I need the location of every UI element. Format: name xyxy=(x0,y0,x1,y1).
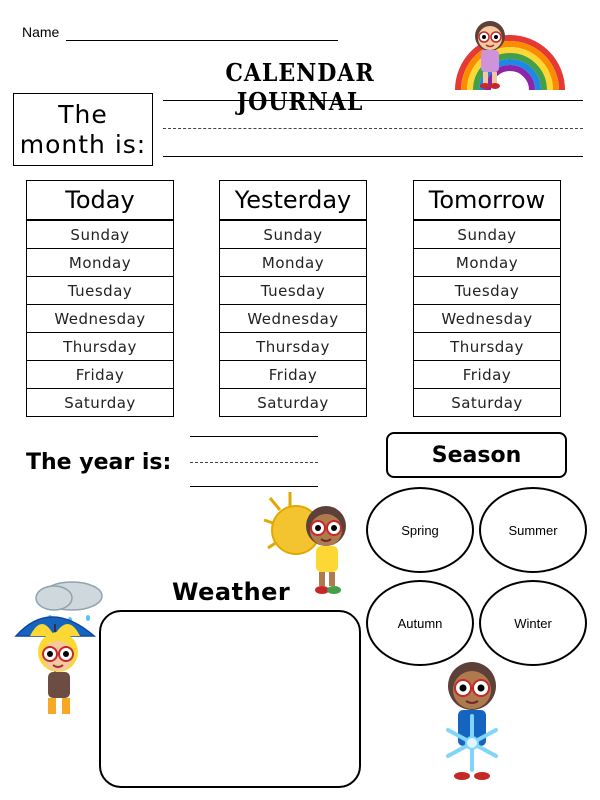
season-option-summer[interactable]: Summer xyxy=(479,487,587,573)
season-option-autumn[interactable]: Autumn xyxy=(366,580,474,666)
yesterday-header: Yesterday xyxy=(219,180,367,220)
year-write-line-top[interactable] xyxy=(190,436,318,437)
name-line[interactable] xyxy=(66,40,338,41)
tomorrow-day-thursday[interactable]: Thursday xyxy=(414,332,560,360)
month-label-line1: The xyxy=(58,99,108,129)
today-day-monday[interactable]: Monday xyxy=(27,248,173,276)
tomorrow-day-saturday[interactable]: Saturday xyxy=(414,388,560,416)
season-option-spring[interactable]: Spring xyxy=(366,487,474,573)
year-write-line-bottom[interactable] xyxy=(190,486,318,487)
today-day-sunday[interactable]: Sunday xyxy=(27,220,173,248)
today-day-wednesday[interactable]: Wednesday xyxy=(27,304,173,332)
yesterday-day-thursday[interactable]: Thursday xyxy=(220,332,366,360)
today-day-tuesday[interactable]: Tuesday xyxy=(27,276,173,304)
tomorrow-table xyxy=(413,180,561,417)
season-title-box: Season xyxy=(386,432,567,478)
yesterday-day-wednesday[interactable]: Wednesday xyxy=(220,304,366,332)
tomorrow-day-sunday[interactable]: Sunday xyxy=(414,220,560,248)
today-header: Today xyxy=(26,180,174,220)
tomorrow-day-tuesday[interactable]: Tuesday xyxy=(414,276,560,304)
month-write-line-bottom[interactable] xyxy=(163,156,583,157)
rainbow-girl-illustration xyxy=(450,8,570,93)
today-day-thursday[interactable]: Thursday xyxy=(27,332,173,360)
yesterday-day-list xyxy=(219,220,367,417)
month-write-line-top[interactable] xyxy=(163,100,583,101)
weather-title: Weather xyxy=(172,578,291,606)
month-label-box xyxy=(13,93,153,166)
month-label-line2: month is: xyxy=(19,129,147,159)
yesterday-day-sunday[interactable]: Sunday xyxy=(220,220,366,248)
today-day-saturday[interactable]: Saturday xyxy=(27,388,173,416)
name-label: Name xyxy=(22,24,60,40)
tomorrow-day-monday[interactable]: Monday xyxy=(414,248,560,276)
weather-drawing-box[interactable] xyxy=(99,610,361,788)
tomorrow-day-wednesday[interactable]: Wednesday xyxy=(414,304,560,332)
yesterday-day-monday[interactable]: Monday xyxy=(220,248,366,276)
umbrella-girl-illustration xyxy=(10,574,108,724)
today-day-list xyxy=(26,220,174,417)
page-title: CALENDAR JOURNAL xyxy=(225,58,375,116)
snowflake-boy-illustration xyxy=(428,658,516,782)
season-option-winter[interactable]: Winter xyxy=(479,580,587,666)
tomorrow-day-list xyxy=(413,220,561,417)
tomorrow-header: Tomorrow xyxy=(413,180,561,220)
today-table xyxy=(26,180,174,417)
month-write-line-middle[interactable] xyxy=(163,128,583,129)
year-write-line-middle[interactable] xyxy=(190,462,318,463)
tomorrow-day-friday[interactable]: Friday xyxy=(414,360,560,388)
yesterday-day-saturday[interactable]: Saturday xyxy=(220,388,366,416)
today-day-friday[interactable]: Friday xyxy=(27,360,173,388)
year-label: The year is: xyxy=(26,450,172,475)
yesterday-day-friday[interactable]: Friday xyxy=(220,360,366,388)
yesterday-table xyxy=(219,180,367,417)
yesterday-day-tuesday[interactable]: Tuesday xyxy=(220,276,366,304)
